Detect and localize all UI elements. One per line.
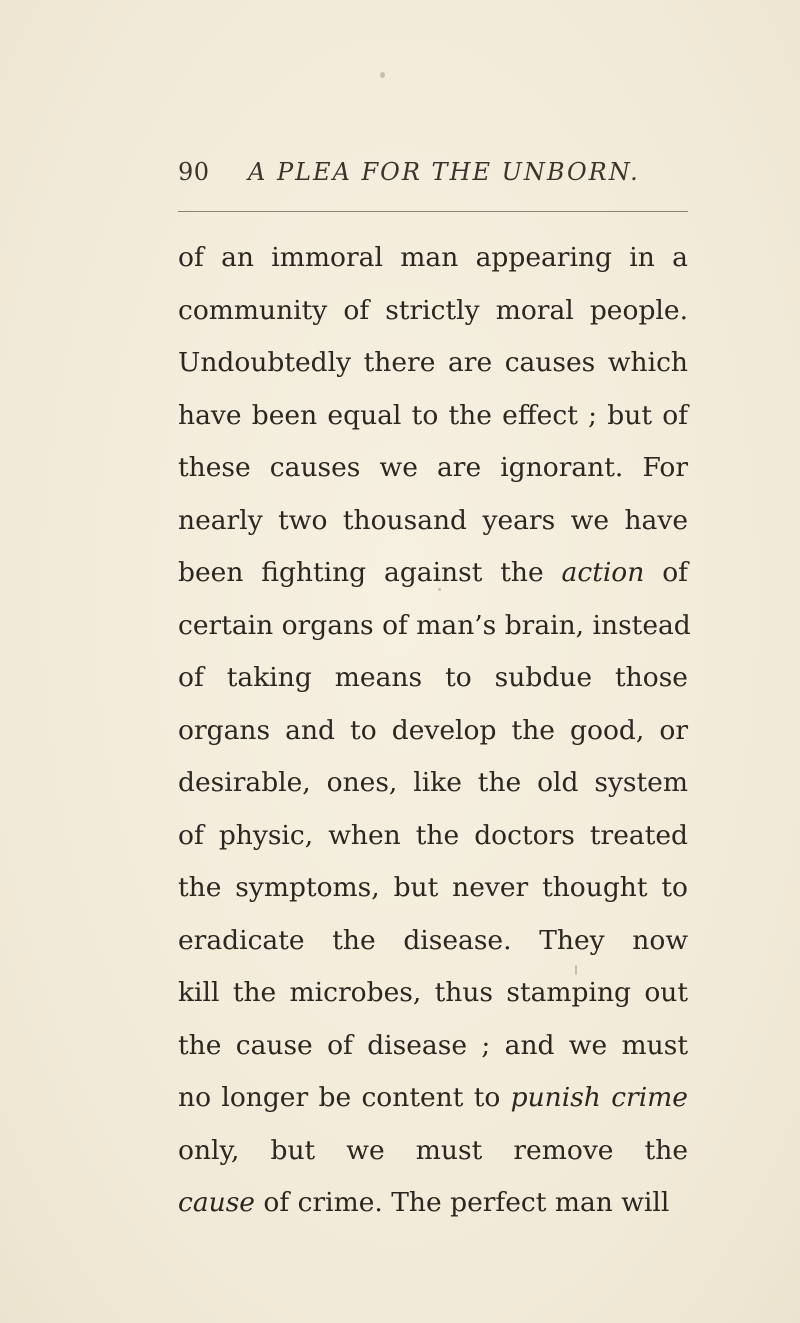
text-line: Undoubtedly there are causes which (178, 347, 688, 378)
text-line: cause of crime. The perfect man will (178, 1187, 670, 1218)
italic-emphasis: cause (178, 1187, 255, 1218)
text-line: of physic, when the doctors treated (178, 819, 688, 851)
text-line: organs and to develop the good, or (178, 714, 688, 746)
text-line: nearly two thousand years we have (178, 504, 688, 536)
text-line: of an immoral man appearing in a (178, 242, 688, 273)
text-line: the symptoms, but never thought to (178, 872, 688, 903)
page-header (178, 158, 688, 194)
text-line: only, but we must remove the (178, 1134, 688, 1166)
body-text (178, 232, 691, 1230)
text-line: community of strictly moral people. (178, 294, 688, 326)
paper-speck (380, 72, 385, 78)
text-line: certain organs of man’s brain, instead (178, 609, 691, 641)
page-number: 90 (178, 158, 210, 186)
header-rule (178, 211, 688, 212)
italic-emphasis: action (561, 557, 645, 588)
text-line: the cause of disease ; and we must (178, 1029, 688, 1061)
text-line: of taking means to subdue those (178, 662, 688, 693)
text-line: kill the microbes, thus stamping out (178, 977, 688, 1008)
text-line: desirable, ones, like the old system (178, 767, 688, 798)
text-line: these causes we are ignorant. For (178, 452, 688, 483)
running-title: A PLEA FOR THE UNBORN. (248, 158, 640, 186)
italic-emphasis: punish crime (510, 1082, 688, 1113)
text-line: eradicate the disease. They now (178, 924, 688, 956)
text-line: no longer be content to punish crime (178, 1082, 688, 1113)
text-line: have been equal to the effect ; but of (178, 399, 688, 431)
text-line: been fighting against the action of (178, 557, 688, 588)
